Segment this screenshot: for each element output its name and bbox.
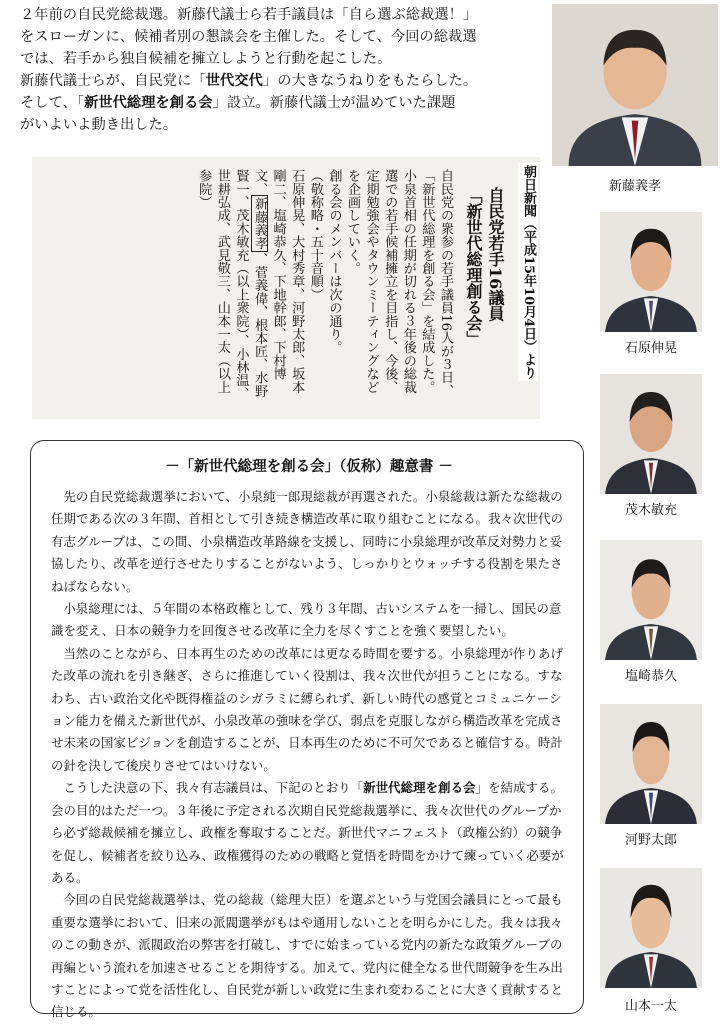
portrait-photo xyxy=(600,540,702,660)
clipping-headline xyxy=(462,187,506,347)
intro-line xyxy=(20,70,544,92)
portrait-photo xyxy=(600,374,702,494)
intro-text-part: そして、「 xyxy=(20,95,85,111)
portrait-caption: 茂木敏充 xyxy=(624,503,677,518)
portrait-photo xyxy=(600,212,702,332)
intro-text-part: 」の大きなうねりをもたらした。 xyxy=(262,73,478,89)
intro-text-part: 新藤代議士らが、自民党に「 xyxy=(20,73,206,89)
prospectus-emphasis: 新世代総理を創る会 xyxy=(363,780,476,796)
prospectus-title: －「新世代総理を創る会」（仮称）趣意書 － xyxy=(165,459,453,475)
intro-line xyxy=(20,92,544,114)
intro-line: ２年前の自民党総裁選。新藤代議士ら若手議員は「自ら選ぶ総裁選！」 xyxy=(20,7,478,23)
portrait-caption: 河野太郎 xyxy=(624,833,677,848)
prospectus-paragraph: 今回の自民党総裁選挙は、党の総裁（総理大臣）を選ぶという与党国会議員にとって最も重要な選挙において、旧来の派閥選挙がもはや通用しないことを明らかにした。我々は我々のこの動きが、派閥政治の弊害を打破し、すでに始まっている党内の新たな政策グループの再編という流れを加速させることを期待する。加えて、党内に健全なる世代間競争を生み出すことによって党を活性化し、自民党が新しい政党に生まれ変わることに大きく貢献すると信じる。 xyxy=(51,892,564,1020)
prospectus-text-part: 」を結成する。会の目的はただ一つ。３年後に予定される次期自民党総裁選挙に、我々次世代のグループから必ず総裁候補を擁立し、政権を奪取することだ。新世代マニフェスト（政権公約）の競争を促し、候補者を絞り込み、政権獲得のための戦略と覚悟を時間をかけて練っていく必要がある。 xyxy=(51,780,564,885)
intro-line: では、若手から独自候補を擁立しようと行動を起こした。 xyxy=(20,51,392,67)
clipping-paragraph: （敬称略・五十音順） xyxy=(307,169,323,301)
newspaper-clipping xyxy=(32,157,540,419)
clipping-paragraph: 創る会のメンバーは次の通り。 xyxy=(326,169,342,354)
prospectus-paragraph xyxy=(51,777,567,889)
prospectus-paragraph: 当然のことながら、日本再生のための改革には更なる時間を要する。小泉総理が作りあげた改革の流れを引き継ぎ、さらに推進していく役割は、我々次世代が担うことになる。すなわち、古い政治文化や既得権益のシガラミに縛られず、新しい時代の感覚とコミュニケーション能力を備えた新世代が、小泉改革の強味を学び、弱点を克服しながら構造改革を完成させ未来の国家ビジョンを創造することが、日本再生のために不可欠であると確信する。時計の針を決して後戻りさせてはいけない。 xyxy=(51,645,564,773)
portrait-photo xyxy=(552,4,718,166)
intro-text-part: 」設立。新藤代議士が温めていた課題 xyxy=(212,95,456,111)
intro-line: をスローガンに、候補者別の懇談会を主催した。そして、今回の総裁選 xyxy=(20,29,477,45)
intro-line: がいよいよ動き出した。 xyxy=(20,117,178,133)
clipping-members: 、菅義偉、根本匠、水野賢一、茂木敏充（以上衆院）、小林温、世耕弘成、武見敬三、山本一太（以上参院） xyxy=(196,169,268,400)
clipping-paragraph: 自民党の衆参の若手議員16人が３日、「新世代総理を創る会」を結成した。小泉首相の任期が切れる３年後の総裁選での若手候補擁立を目指し、今後、定期勉強会やタウンミーティングなどを企画していく。 xyxy=(345,169,453,397)
clipping-member-highlight: 新藤義孝 xyxy=(252,197,268,251)
portrait-caption: 塩崎恭久 xyxy=(624,669,677,684)
portrait-caption: 石原伸晃 xyxy=(624,341,677,356)
intro-text xyxy=(20,4,544,136)
portrait-photo xyxy=(600,868,702,988)
portrait-caption: 山本一太 xyxy=(624,999,677,1014)
prospectus-paragraph: 小泉総理には、５年間の本格政権として、残り３年間、古いシステムを一掃し、国民の意識を変え、日本の競争力を回復させる改革に全力を尽くすことを強く要望したい。 xyxy=(51,601,562,639)
prospectus-box xyxy=(30,440,584,1020)
prospectus-text-part: こうした決意の下、我々有志議員は、下記のとおり「 xyxy=(63,780,364,796)
clipping-headline-line: 「新世代総理創る会」 xyxy=(464,187,483,347)
clipping-source: 朝日新聞（平成15年10月4日）より xyxy=(518,163,538,381)
portrait-caption: 新藤義孝 xyxy=(608,179,661,194)
clipping-body xyxy=(194,169,454,405)
intro-emphasis: 新世代総理を創る会 xyxy=(84,95,213,111)
portrait-photo xyxy=(600,704,702,824)
clipping-headline-line: 自民党若手16議員 xyxy=(486,187,505,322)
prospectus-paragraph: 先の自民党総裁選挙において、小泉純一郎現総裁が再選された。小泉総裁は新たな総裁の任期である次の３年間、首相として引き続き構造改革に取り組むことになる。我々次世代の有志グループは、この間、小泉構造改革路線を支援し、同時に小泉総理が改革反対勢力と妥協したり、改革を逆行させたりすることがないよう、しっかりとウォッチする役割を果たさねばならない。 xyxy=(51,489,564,594)
intro-emphasis: 世代交代 xyxy=(205,73,263,89)
clipping-members: 石原伸晃、大村秀章、河野太郎、坂本剛二、塩崎恭久、下地幹郎、下村博文、 xyxy=(252,169,305,394)
